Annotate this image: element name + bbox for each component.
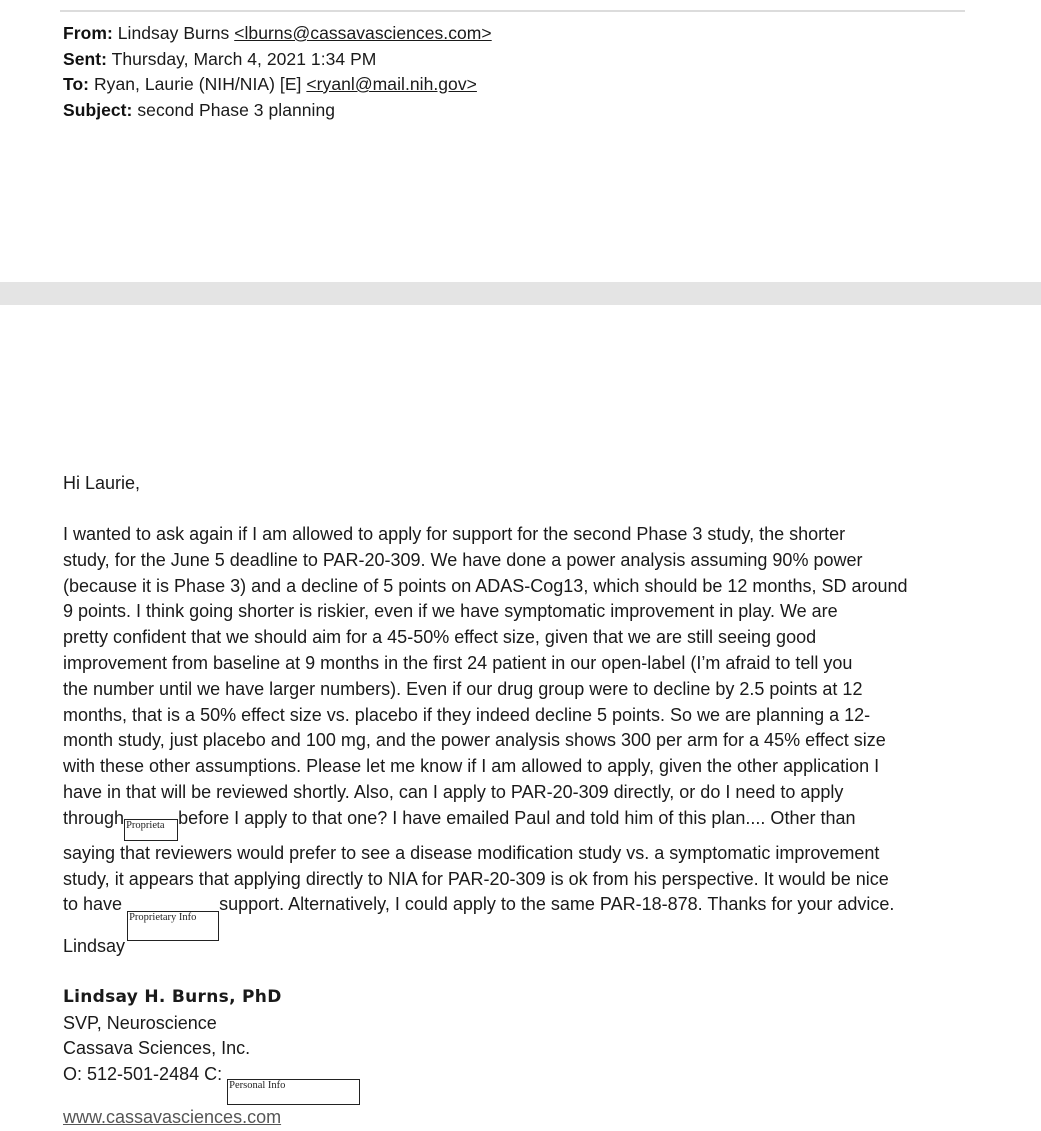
signature-phone-row [63, 1062, 360, 1105]
redaction-box: Proprieta [124, 819, 178, 841]
signature-title: SVP, Neuroscience [63, 1012, 217, 1033]
body-line: (because it is Phase 3) and a decline of 5 points on ADAS-Cog13, which should be 12 months, SD around [63, 575, 908, 596]
body-line: have in that will be reviewed shortly. Also, can I apply to PAR-20-309 directly, or do I need to apply [63, 781, 844, 802]
signature-name: Lindsay H. Burns, PhD [63, 987, 282, 1007]
from-name: Lindsay Burns [117, 23, 230, 43]
redaction-box: Proprietary Info [127, 911, 219, 941]
subject-label: Subject: [63, 99, 133, 120]
sent-row [63, 47, 492, 73]
body-line: with these other assumptions. Please let me know if I am allowed to apply, given the other application I [63, 756, 880, 777]
from-email-link[interactable]: <lburns@cassavasciences.com> [234, 23, 492, 43]
body-line: study, it appears that applying directly to NIA for PAR-20-309 is ok from his perspective. It would be nice [63, 868, 889, 889]
body-text-segment: support. Alternatively, I could apply to the same PAR-18-878. Thanks for your advice. [219, 894, 895, 915]
body-text-segment: before I apply to that one? I have emailed Paul and told him of this plan.... Other than [178, 807, 856, 828]
body-line: the number until we have larger numbers). Even if our drug group were to decline by 2.5 points at 12 [63, 678, 863, 699]
page-separator-band [0, 282, 1041, 305]
body-line: study, for the June 5 deadline to PAR-20-309. We have done a power analysis assuming 90% power [63, 549, 863, 570]
from-label: From: [63, 23, 113, 43]
body-text-segment: through [63, 807, 125, 828]
body-line: months, that is a 50% effect size vs. placebo if they indeed decline 5 points. So we are planning a 12- [63, 704, 871, 725]
to-label: To: [63, 74, 90, 94]
greeting: Hi Laurie, [63, 473, 141, 493]
to-row [63, 72, 492, 98]
to-name: Ryan, Laurie (NIH/NIA) [E] [93, 74, 302, 94]
body-line: pretty confident that we should aim for a 45-50% effect size, given that we are still seeing good [63, 627, 817, 648]
redaction-box: Personal Info [227, 1079, 360, 1105]
body-line: saying that reviewers would prefer to see a disease modification study vs. a symptomatic improvement [63, 842, 880, 863]
top-divider [60, 10, 965, 12]
to-email-link[interactable]: <ryanl@mail.nih.gov> [306, 74, 477, 94]
signature-company: Cassava Sciences, Inc. [63, 1038, 251, 1059]
signoff: Lindsay [63, 936, 126, 956]
body-line: improvement from baseline at 9 months in the first 24 patient in our open-label (I’m afraid to tell you [63, 652, 853, 673]
subject-value: second Phase 3 planning [137, 99, 336, 120]
sent-value: Thursday, March 4, 2021 1:34 PM [111, 48, 377, 69]
sent-label: Sent: [63, 48, 107, 69]
signature-phone: O: 512-501-2484 C: [63, 1064, 223, 1085]
signature-website-link[interactable]: www.cassavasciences.com [63, 1107, 282, 1128]
subject-row [63, 98, 492, 124]
body-line [63, 892, 963, 941]
email-body [63, 522, 963, 941]
signature-block [63, 985, 360, 1131]
body-text-segment: to have [63, 894, 123, 915]
from-row [63, 21, 492, 47]
body-line: I wanted to ask again if I am allowed to apply for support for the second Phase 3 study, the shorter [63, 524, 846, 544]
body-line [63, 806, 963, 841]
body-line: 9 points. I think going shorter is riskier, even if we have symptomatic improvement in play. We are [63, 601, 838, 622]
email-header [63, 21, 492, 123]
body-line: month study, just placebo and 100 mg, and the power analysis shows 300 per arm for a 45% effect size [63, 730, 886, 751]
